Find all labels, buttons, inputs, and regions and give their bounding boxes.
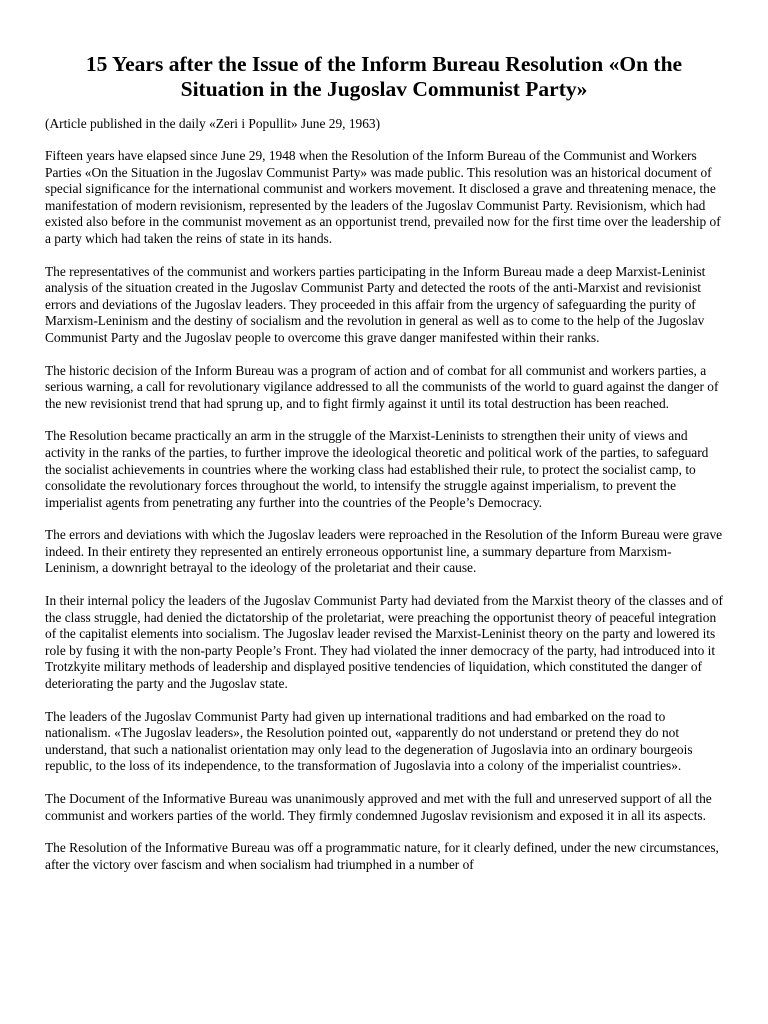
paragraph-9: The Resolution of the Informative Bureau was off a programmatic nature, for it clearly defined, under the new circumstances, after the victory over fascism and when socialism had triumphed in a number of [45, 840, 719, 872]
paragraph-2: The representatives of the communist and workers parties participating in the Inform Bureau made a deep Marxist-Leninist analysis of the situation created in the Jugoslav Communist Party and detected the roots of the anti-Marxist and revisionist errors and deviations of the Jugoslav leaders. They proceeded in this affair from the urgency of safeguarding the purity of Marxism-Leninism and the destiny of socialism and the revolution in general as well as to come to the help of the Jugoslav Communist Party and the Jugoslav people to overcome this grave danger manifested within their ranks. [45, 263, 706, 345]
paragraph-6: In their internal policy the leaders of the Jugoslav Communist Party had deviated from the Marxist theory of the classes and of the class struggle, had denied the dictatorship of the proletariat, were preaching the opportunist theory of peaceful integration of the capitalist elements into socialism. The Jugoslav leader revised the Marxist-Leninist theory on the party and lowered its role by fusing it with the non-party People’s Front. They had violated the inner democracy of the party, had introduced into it Trotzkyite military methods of leadership and displayed positive tendencies of liquidation, which constituted the danger of deteriorating the party and the Jugoslav state. [45, 593, 723, 692]
document-subtitle: (Article published in the daily «Zeri i Popullit» June 29, 1963) [45, 116, 381, 131]
paragraph-5: The errors and deviations with which the Jugoslav leaders were reproached in the Resolution of the Inform Bureau were grave indeed. In their entirety they represented an entirely erroneous opportunist line, a summary departure from Marxism-Leninism, a downright betrayal to the ideology of the proletariat and their cause. [45, 527, 723, 576]
paragraph-8: The Document of the Informative Bureau was unanimously approved and met with the full and unreserved support of all the communist and workers parties of the world. They firmly condemned Jugoslav revisionism and exposed it in all its aspects. [45, 791, 712, 823]
document-title: 15 Years after the Issue of the Inform Bureau Resolution «On the Situation in the Jugoslav Communist Party» [85, 52, 683, 101]
paragraph-1: Fifteen years have elapsed since June 29, 1948 when the Resolution of the Inform Bureau of the Communist and Workers Parties «On the Situation in the Jugoslav Communist Party» was made public. This resolution was an historical document of special significance for the international communist and workers movement. It disclosed a grave and threatening menace, the manifestation of modern revisionism, represented by the leaders of the Jugoslav Communist Party. Revisionism, which had existed also before in the communist movement as an opportunist trend, prevailed now for the first time over the leadership of a party which had taken the reins of state in its hands. [45, 148, 721, 246]
paragraph-3: The historic decision of the Inform Bureau was a program of action and of combat for all communist and workers parties, a serious warning, a call for revolutionary vigilance addressed to all the communists of the world to guard against the danger of the new revisionist trend that had sprung up, and to fight firmly against it until its total destruction has been reached. [45, 362, 719, 411]
document-page [45, 52, 723, 889]
paragraph-4: The Resolution became practically an arm in the struggle of the Marxist-Leninists to strengthen their unity of views and activity in the ranks of the parties, to further improve the ideological theoretic and political work of the parties, to safeguard the socialist achievements in countries where the working class had established their rule, to protect the socialist camp, to consolidate the revolutionary forces throughout the world, to intensify the struggle against imperialism, to prevent the imperialist agents from penetrating any further into the countries of the People’s Democracy. [45, 428, 709, 510]
paragraph-7: The leaders of the Jugoslav Communist Party had given up international traditions and had embarked on the road to nationalism. «The Jugoslav leaders», the Resolution pointed out, «apparently do not understand or pretend they do not understand, that such a nationalist orientation may only lead to the degeneration of Jugoslavia into an ordinary bourgeois republic, to the loss of its independence, to the transformation of Jugoslavia into a colony of the imperialist countries». [45, 708, 693, 774]
